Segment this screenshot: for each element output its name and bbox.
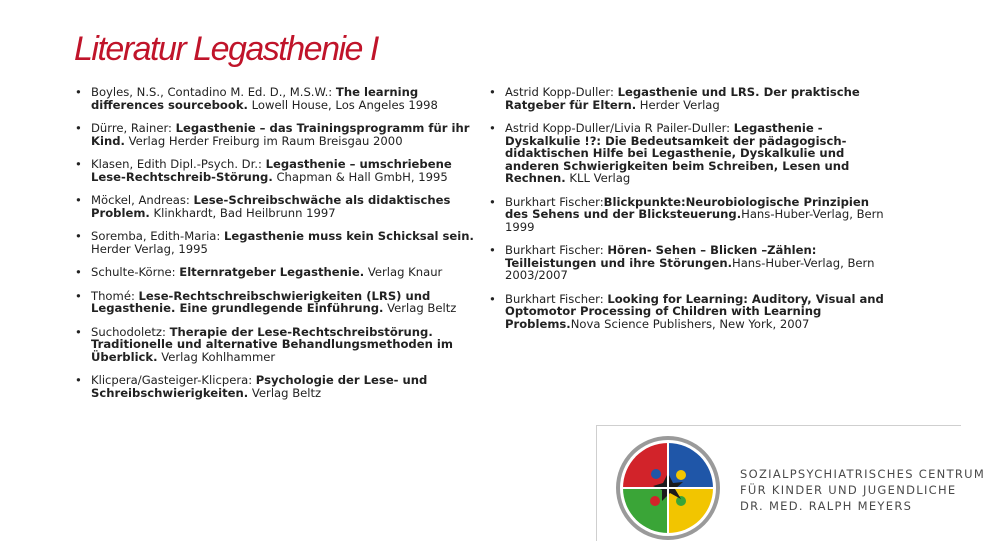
logo-red-piece: [623, 443, 668, 488]
reference-item: • Klicpera/Gasteiger-Klicpera: Psychologie der Lese- und Schreibschwierigkeiten. Verlag Beltz: [74, 374, 474, 399]
organization-line: FÜR KINDER UND JUGENDLICHE: [740, 483, 957, 497]
reference-item: • Burkhart Fischer: Hören- Sehen – Blicken –Zählen: Teilleistungen und ihre Störungen.Hans-Huber-Verlag, Bern 2003/2007: [488, 244, 888, 282]
logo-knob: [650, 496, 660, 506]
reference-item: • Burkhart Fischer: Looking for Learning: Auditory, Visual and Optomotor Processing of Children with Learning Problems.Nova Science Publishers, New York, 2007: [488, 293, 888, 331]
reference-item: • Schulte-Körne: Elternratgeber Legasthenie. Verlag Knaur: [74, 266, 474, 279]
logo-knob: [651, 469, 661, 479]
logo-panel: [596, 425, 985, 541]
logo-knob: [676, 470, 686, 480]
reference-item: • Dürre, Rainer: Legasthenie – das Trainingsprogramm für ihr Kind. Verlag Herder Freiburg im Raum Breisgau 2000: [74, 122, 474, 147]
reference-item: • Burkhart Fischer:Blickpunkte:Neurobiologische Prinzipien des Sehens und der Blicksteuerung.Hans-Huber-Verlag, Bern 1999: [488, 196, 888, 234]
organization-line: DR. MED. RALPH MEYERS: [740, 499, 913, 513]
reference-item: • Thomé: Lese-Rechtschreibschwierigkeiten (LRS) und Legasthenie. Eine grundlegende Einführung. Verlag Beltz: [74, 290, 474, 315]
reference-list-right: [488, 86, 888, 330]
logo-knob: [676, 496, 686, 506]
organization-name: [740, 466, 985, 514]
logo-blue-piece: [668, 443, 713, 488]
reference-item: • Soremba, Edith-Maria: Legasthenie muss kein Schicksal sein. Herder Verlag, 1995: [74, 230, 474, 255]
reference-item: • Astrid Kopp-Duller: Legasthenie und LRS. Der praktische Ratgeber für Eltern. Herder Verlag: [488, 86, 888, 111]
reference-item: • Möckel, Andreas: Lese-Schreibschwäche als didaktisches Problem. Klinkhardt, Bad Heilbrunn 1997: [74, 194, 474, 219]
reference-item: • Astrid Kopp-Duller/Livia R Pailer-Duller: Legasthenie - Dyskalkulie !?: Die Bedeutsamkeit der pädagogisch-didaktischen Hilfe bei Legasthenie, Dyskalkulie und anderen Schwierigkeiten beim Schreiben, Lesen und Rechnen. KLL Verlag: [488, 122, 888, 185]
reference-item: • Suchodoletz: Therapie der Lese-Rechtschreibstörung. Traditionelle und alternative Behandlungsmethoden im Überblick. Verlag Kohlhammer: [74, 326, 474, 364]
reference-item: • Klasen, Edith Dipl.-Psych. Dr.: Legasthenie – umschriebene Lese-Rechtschreib-Störung. Chapman & Hall GmbH, 1995: [74, 158, 474, 183]
reference-item: • Boyles, N.S., Contadino M. Ed. D., M.S.W.: The learning differences sourcebook. Lowell House, Los Angeles 1998: [74, 86, 474, 111]
reference-list-left: [74, 86, 474, 399]
puzzle-logo-icon: [611, 426, 723, 541]
page-title: Literatur Legasthenie I: [74, 30, 378, 68]
logo-green-piece: [623, 488, 668, 533]
organization-line: SOZIALPSYCHIATRISCHES CENTRUM: [740, 467, 985, 481]
